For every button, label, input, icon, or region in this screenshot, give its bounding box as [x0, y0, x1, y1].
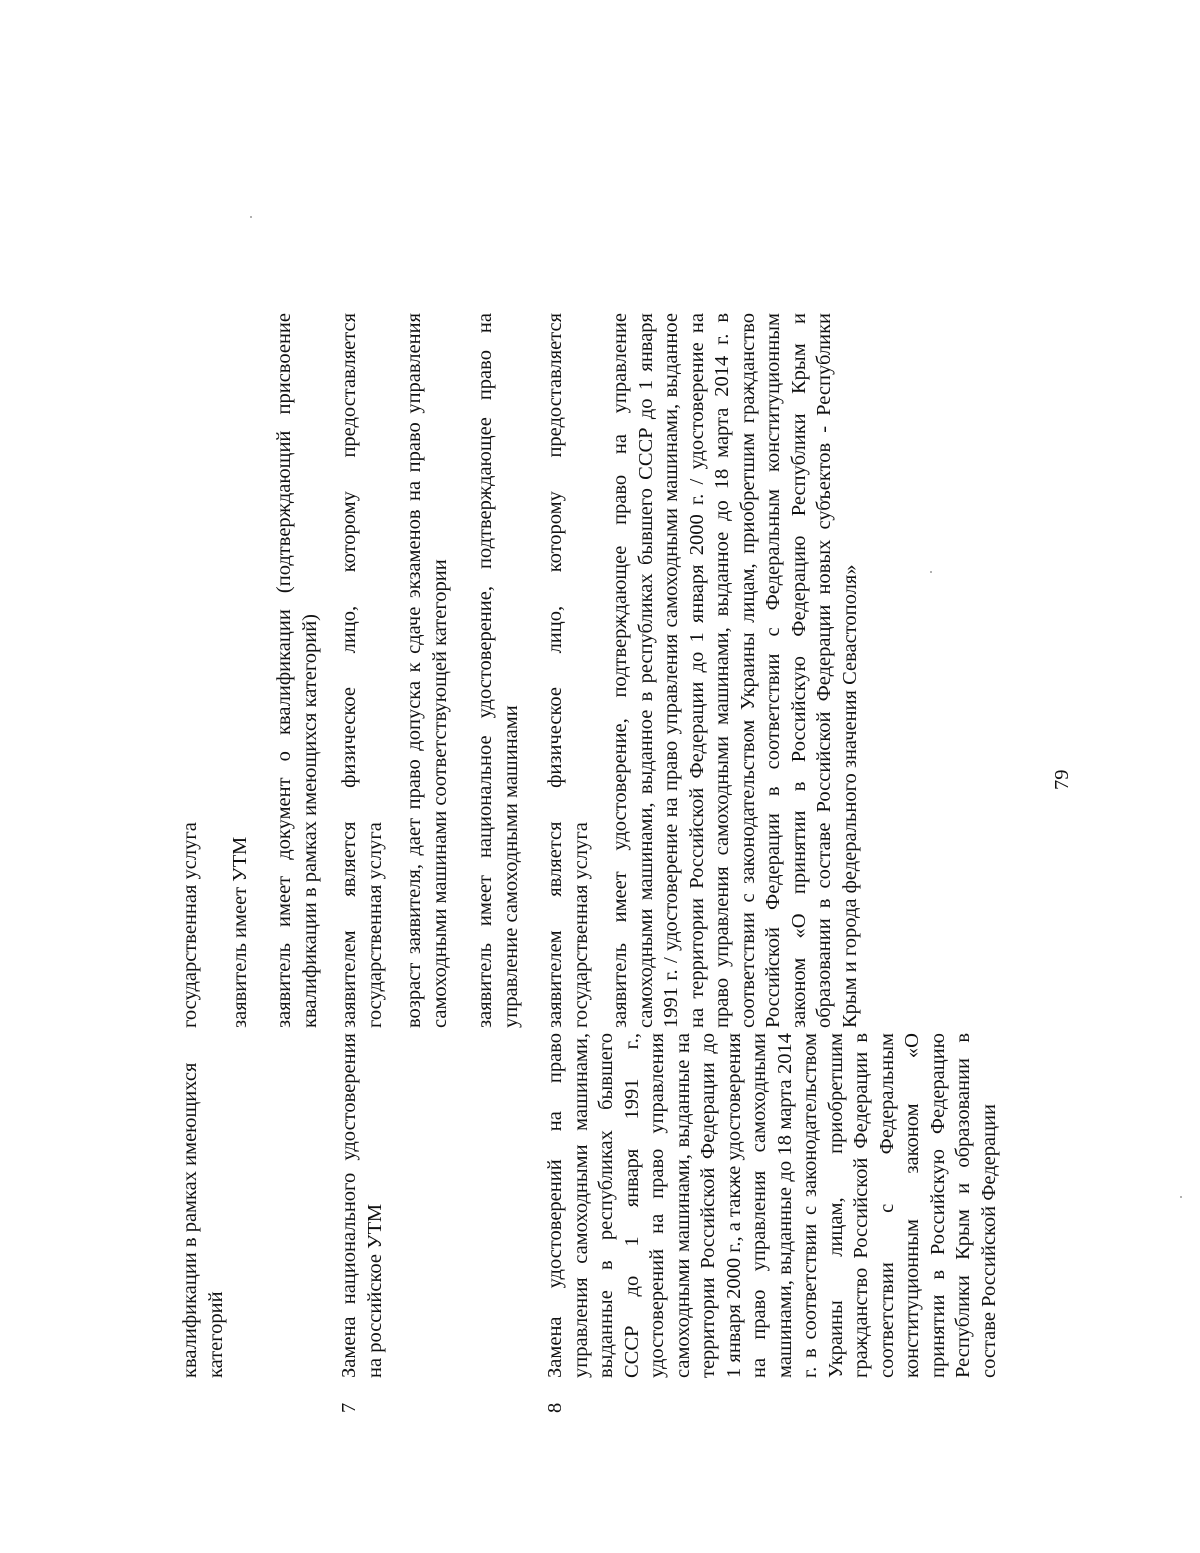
scan-speck: [930, 571, 932, 573]
row-7-service: Замена национального удостоверения на российское УТМ: [338, 1033, 386, 1378]
row-7-condition-1: возраст заявителя, дает право допуска к сдаче экзаменов на право управления самоходными машинами соответствующей категории: [403, 313, 451, 1028]
continuation-condition-2: заявитель имеет документ о квалификации (подтверждающий присвоение квалификации в рамках имеющихся категорий): [273, 313, 321, 1028]
continuation-category: государственная услуга: [179, 822, 201, 1028]
continuation-service-line2: категорий: [204, 1291, 227, 1378]
row-8-category: заявителем является физическое лицо, которому предоставляется государственная услуга: [544, 313, 592, 1028]
row-7-number: 7: [338, 1402, 360, 1413]
continuation-condition-1: заявитель имеет УТМ: [229, 836, 251, 1028]
page-number: 79: [1051, 769, 1073, 790]
row-8-service: Замена удостоверений на право управления самоходными машинами, выданные в республиках бывшего СССР до 1 января 1991 г., удостоверений на право управления самоходными машинами, выданные на территории Российской Федерации до 1 января 2000 г., а также удостоверения на право управления самоходными машинами, выданные до 18 марта 2014 г. в соответствии с законодательством Украины лицам, приобретшим гражданство Российской Федерации в соответствии с Федеральным конституционным законом «О принятии в Российскую Федерацию Республики Крым и образовании в составе Российской Федерации: [544, 1033, 1000, 1378]
scan-speck: [1180, 1196, 1182, 1198]
row-7-condition-2: заявитель имеет национальное удостоверение, подтверждающее право на управление самоходными машинами: [474, 313, 522, 1028]
continuation-service-line1: квалификации в рамках имеющихся: [179, 1062, 201, 1378]
row-8-condition-1: заявитель имеет удостоверение, подтверждающее право на управление самоходными машинами, выданное в республиках бывшего СССР до 1 января 1991 г. / удостоверение на право управления самоходными машинами, выданное на территории Российской Федерации до 1 января 2000 г. / удостоверение на право управления самоходными машинами, выданное до 18 марта 2014 г. в соответствии с законодательством Украины лицам, приобретшим гражданство Российской Федерации в соответствии с Федеральным конституционным законом «О принятии в Российскую Федерацию Республики Крым и образовании в составе Российской Федерации новых субъектов - Республики Крым и города федерального значения Севастополя»: [609, 313, 861, 1028]
continuation-service: [178, 1038, 229, 1378]
scan-speck: [250, 216, 252, 218]
row-7-category: заявителем является физическое лицо, которому предоставляется государственная услуга: [338, 313, 386, 1028]
row-8-number: 8: [544, 1402, 566, 1413]
